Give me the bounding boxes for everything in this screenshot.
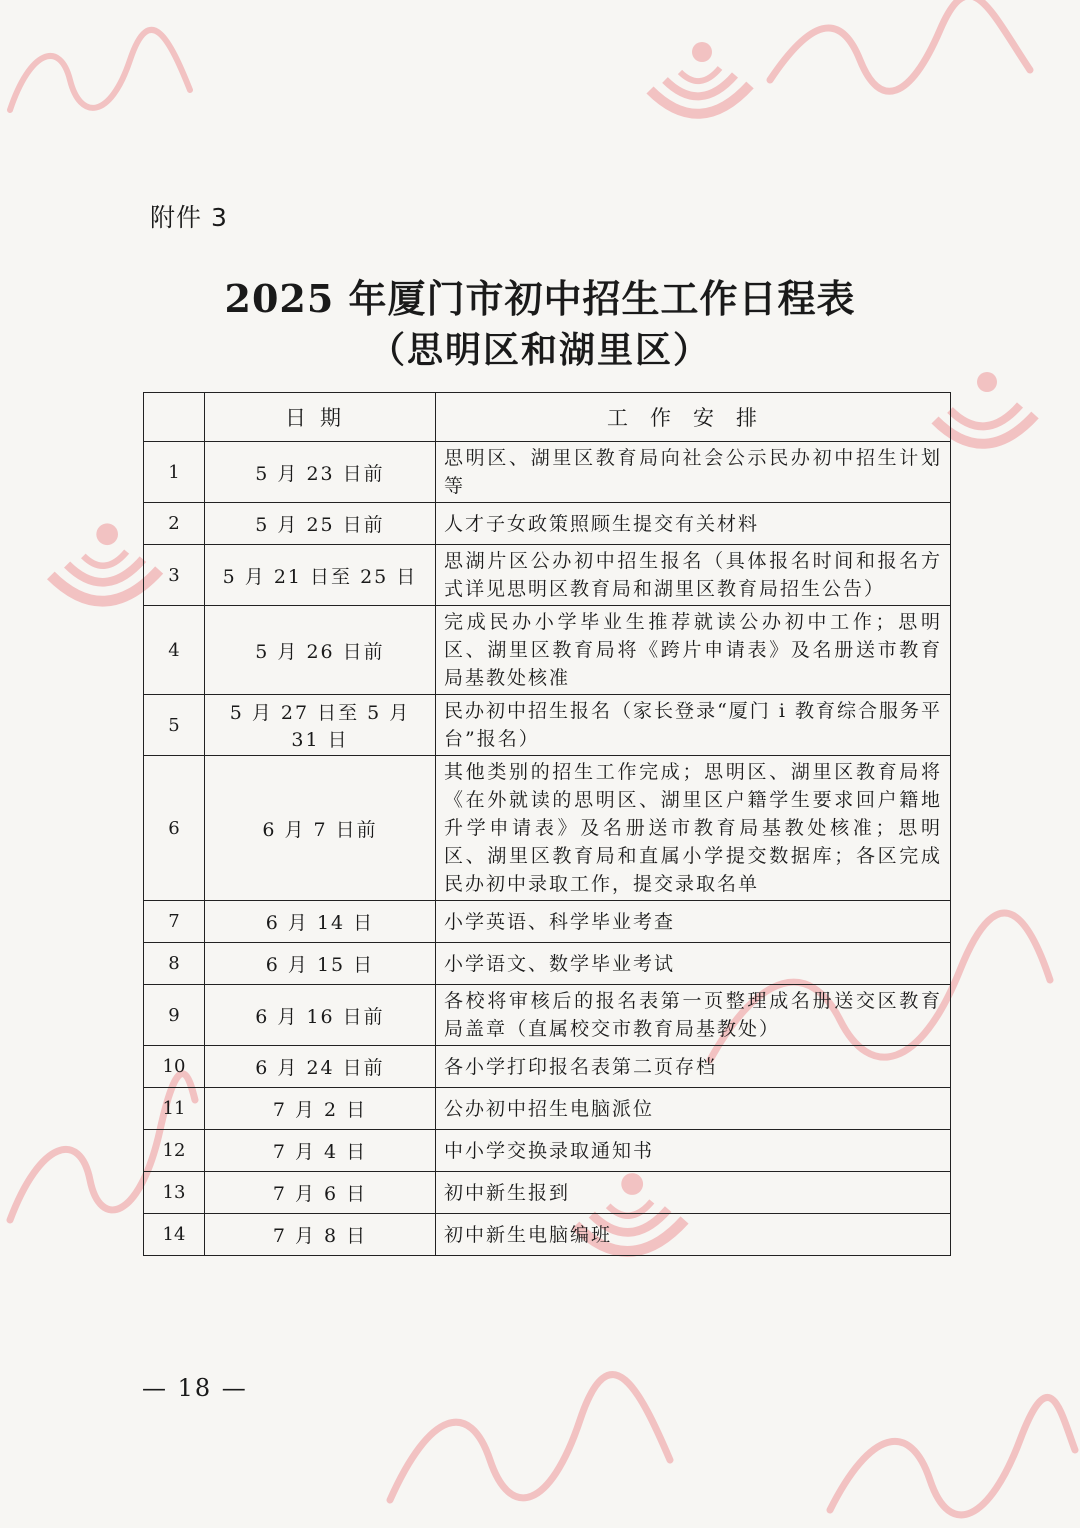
row-number: 1 — [144, 442, 205, 503]
table-row — [144, 943, 951, 985]
row-number: 13 — [144, 1172, 205, 1214]
row-date: 7 月 6 日 — [205, 1172, 436, 1214]
table-row — [144, 606, 951, 695]
watermark-logo — [640, 30, 760, 140]
attachment-label: 附件 3 — [150, 203, 228, 232]
watermark-script — [750, 0, 1050, 110]
table-row — [144, 1214, 951, 1256]
schedule-table — [143, 392, 951, 1256]
page-number: — 18 — — [142, 1374, 248, 1402]
row-number: 2 — [144, 503, 205, 545]
row-number: 7 — [144, 901, 205, 943]
header-no — [144, 393, 205, 442]
row-task: 思明区、湖里区教育局向社会公示民办初中招生计划等 — [436, 442, 951, 503]
header-task: 工作安排 — [436, 393, 951, 442]
row-date: 5 月 23 日前 — [205, 442, 436, 503]
table-row — [144, 1172, 951, 1214]
row-date: 6 月 16 日前 — [205, 985, 436, 1046]
row-task: 公办初中招生电脑派位 — [436, 1088, 951, 1130]
row-number: 11 — [144, 1088, 205, 1130]
page-title: 2025 年厦门市初中招生工作日程表 — [224, 276, 856, 321]
row-task: 各小学打印报名表第二页存档 — [436, 1046, 951, 1088]
page-subtitle: （思明区和湖里区） — [368, 329, 711, 371]
row-date: 6 月 7 日前 — [205, 756, 436, 901]
row-task: 小学语文、数学毕业考试 — [436, 943, 951, 985]
row-date: 7 月 2 日 — [205, 1088, 436, 1130]
table-row — [144, 442, 951, 503]
table-row — [144, 985, 951, 1046]
row-task: 初中新生电脑编班 — [436, 1214, 951, 1256]
row-number: 3 — [144, 545, 205, 606]
row-task: 小学英语、科学毕业考查 — [436, 901, 951, 943]
table-row — [144, 901, 951, 943]
table-row — [144, 1088, 951, 1130]
row-date: 6 月 14 日 — [205, 901, 436, 943]
watermark-script — [380, 1370, 680, 1520]
row-number: 14 — [144, 1214, 205, 1256]
row-date: 5 月 27 日至 5 月 31 日 — [205, 695, 436, 756]
table-row — [144, 1130, 951, 1172]
row-task: 人才子女政策照顾生提交有关材料 — [436, 503, 951, 545]
row-number: 4 — [144, 606, 205, 695]
row-date: 6 月 15 日 — [205, 943, 436, 985]
row-number: 5 — [144, 695, 205, 756]
watermark-script — [0, 20, 200, 130]
row-task: 思湖片区公办初中招生报名（具体报名时间和报名方式详见思明区教育局和湖里区教育局招生公告） — [436, 545, 951, 606]
row-task: 中小学交换录取通知书 — [436, 1130, 951, 1172]
table-row — [144, 503, 951, 545]
row-date: 7 月 4 日 — [205, 1130, 436, 1172]
row-task: 各校将审核后的报名表第一页整理成名册送交区教育局盖章（直属校交市教育局基教处） — [436, 985, 951, 1046]
table-row — [144, 1046, 951, 1088]
table-header-row — [144, 393, 951, 442]
row-date: 5 月 26 日前 — [205, 606, 436, 695]
row-number: 12 — [144, 1130, 205, 1172]
row-date: 5 月 25 日前 — [205, 503, 436, 545]
row-task: 民办初中招生报名（家长登录“厦门 i 教育综合服务平台”报名） — [436, 695, 951, 756]
row-number: 8 — [144, 943, 205, 985]
table-row — [144, 545, 951, 606]
row-date: 5 月 21 日至 25 日 — [205, 545, 436, 606]
watermark-script — [820, 1380, 1080, 1528]
row-date: 7 月 8 日 — [205, 1214, 436, 1256]
row-date: 6 月 24 日前 — [205, 1046, 436, 1088]
row-task: 其他类别的招生工作完成；思明区、湖里区教育局将《在外就读的思明区、湖里区户籍学生要求回户籍地升学申请表》及名册送市教育局基教处核准；思明区、湖里区教育局和直属小学提交数据库；各区完成民办初中录取工作，提交录取名单 — [436, 756, 951, 901]
row-task: 初中新生报到 — [436, 1172, 951, 1214]
header-date: 日期 — [205, 393, 436, 442]
row-number: 6 — [144, 756, 205, 901]
table-row — [144, 695, 951, 756]
row-task: 完成民办小学毕业生推荐就读公办初中工作；思明区、湖里区教育局将《跨片申请表》及名册送市教育局基教处核准 — [436, 606, 951, 695]
row-number: 10 — [144, 1046, 205, 1088]
row-number: 9 — [144, 985, 205, 1046]
table-row — [144, 756, 951, 901]
